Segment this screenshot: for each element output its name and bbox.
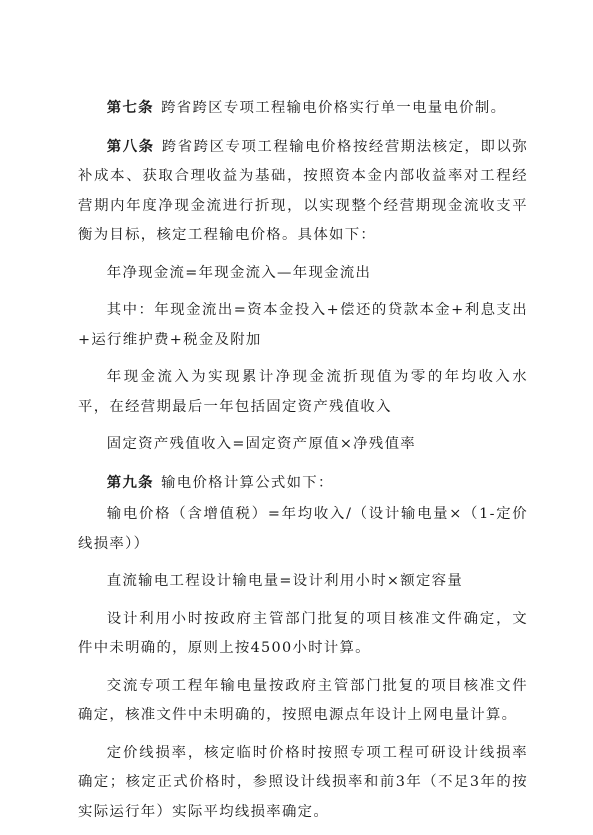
- cash-outflow-note: 其中：年现金流出=资本金投入+偿还的贷款本金+利息支出+运行维护费+税金及附加: [78, 302, 528, 348]
- residual-value-formula: 固定资产残值收入=固定资产原值×净残值率: [106, 436, 416, 452]
- article-9-number: 第九条: [106, 473, 154, 491]
- article-7: [78, 93, 528, 124]
- document-page: [78, 93, 528, 835]
- dc-design-volume-formula: 直流输电工程设计输电量=设计利用小时×额定容量: [106, 573, 464, 589]
- line-loss-note: 定价线损率，核定临时价格时按照专项工程可研设计线损率确定；核定正式价格时，参照设计线损率和前3年（不足3年的按实际运行年）实际平均线损率确定。: [78, 744, 528, 820]
- article-8-number: 第八条: [106, 137, 155, 155]
- net-cash-flow-formula: 年净现金流=年现金流入—年现金流出: [106, 264, 372, 281]
- article-7-number: 第七条: [106, 99, 154, 116]
- article-8-text: 跨省跨区专项工程输电价格按经营期法核定，即以弥补成本、获取合理收益为基础，按照资本金内部收益率对工程经营期内年度净现金流进行折现，以实现整个经营期现金流收支平衡为目标，核定工程输电价格。具体如下：: [78, 138, 529, 243]
- article-9: [78, 468, 528, 499]
- transmission-price-formula: 输电价格（含增值税）=年均收入/（设计输电量×（1-定价线损率））: [78, 506, 528, 552]
- cash-inflow-note: 年现金流入为实现累计净现金流折现值为零的年均收入水平，在经营期最后一年包括固定资产残值收入: [78, 369, 528, 415]
- article-8: [78, 132, 528, 251]
- design-hours-note: 设计利用小时按政府主管部门批复的项目核准文件确定，文件中未明确的，原则上按4500小时计算。: [78, 610, 528, 656]
- article-9-text: 输电价格计算公式如下：: [161, 474, 334, 491]
- ac-volume-note: 交流专项工程年输电量按政府主管部门批复的项目核准文件确定，核准文件中未明确的，按照电源点年设计上网电量计算。: [78, 677, 528, 723]
- article-7-text: 跨省跨区专项工程输电价格实行单一电量电价制。: [161, 100, 507, 116]
